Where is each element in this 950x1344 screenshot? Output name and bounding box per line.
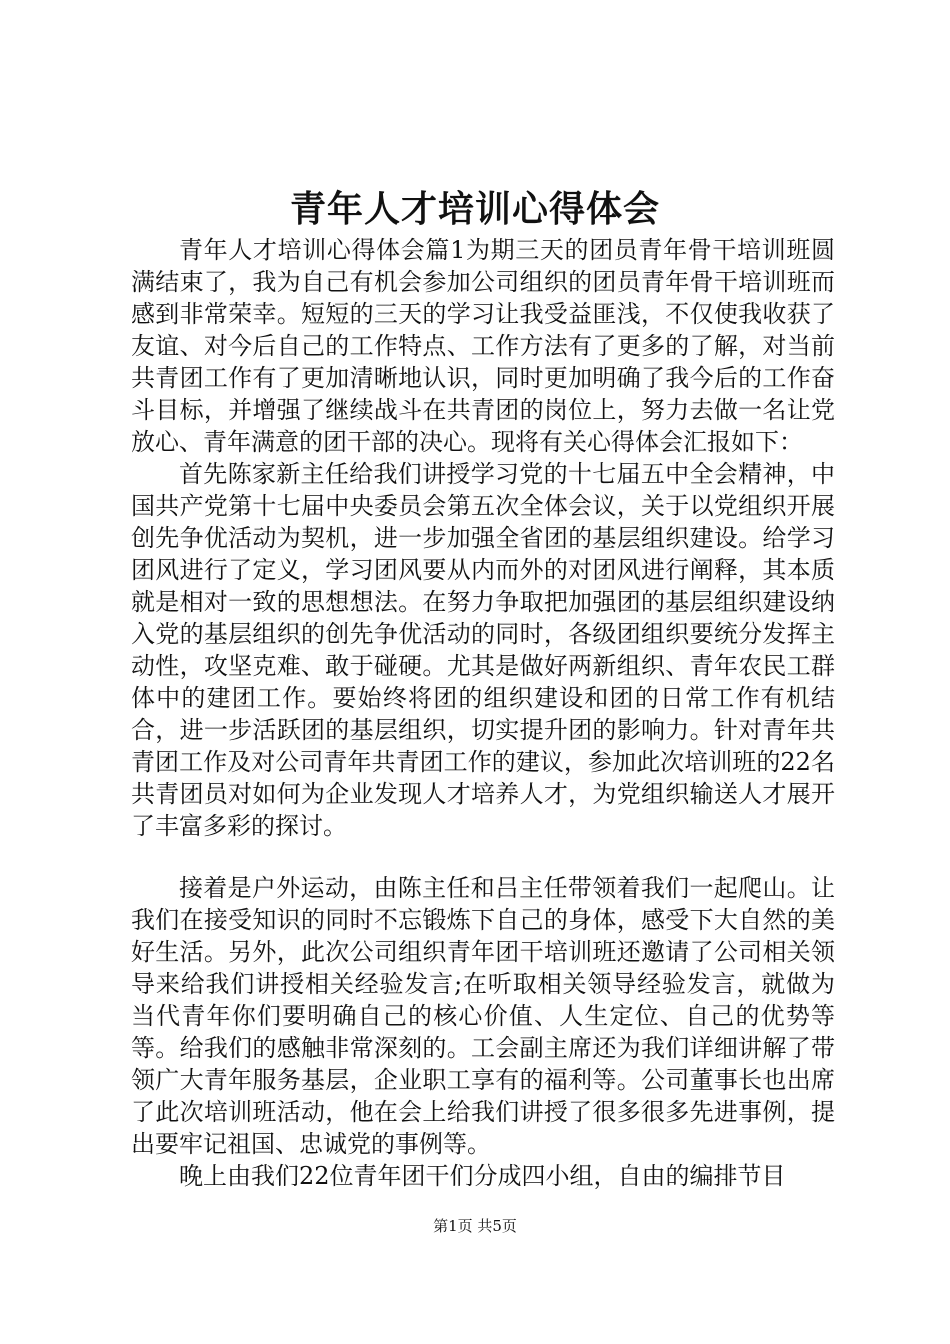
paragraph-lecture: 首先陈家新主任给我们讲授学习党的十七届五中全会精神，中国共产党第十七届中央委员会第五次全体会议，关于以党组织开展创先争优活动为契机，进一步加强全省团的基层组织建设。给学习团风进行了定义，学习团风要从内而外的对团风进行阐释，其本质就是相对一致的思想想法。在努力争取把加强团的基层组织建设纳入党的基层组织的创先争优活动的同时，各级团组织要统分发挥主动性，攻坚克难、敢于碰硬。尤其是做好两新组织、青年农民工群体中的建团工作。要始终将团的组织建设和团的日常工作有机结合，进一步活跃团的基层组织，切实提升团的影响力。针对青年共青团工作及对公司青年共青团工作的建议，参加此次培训班的22名共青团员对如何为企业发现人才培养人才，为党组织输送人才展开了丰富多彩的探讨。 — [131, 460, 835, 840]
document-title: 青年人才培训心得体会 — [289, 188, 660, 230]
paragraph-evening: 晚上由我们22位青年团干们分成四小组，自由的编排节目 — [179, 1162, 786, 1190]
document-body — [131, 234, 835, 1192]
page-number-footer: 第1页 共5页 — [433, 1217, 517, 1235]
paragraph-outdoor: 接着是户外运动，由陈主任和吕主任带领着我们一起爬山。让我们在接受知识的同时不忘锻炼下自己的身体，感受下大自然的美好生活。另外，此次公司组织青年团干培训班还邀请了公司相关领导来给我们讲授相关经验发言;在听取相关领导经验发言，就做为当代青年你们要明确自己的核心价值、人生定位、自己的优势等等。给我们的感触非常深刻的。工会副主席还为我们详细讲解了带领广大青年服务基层，企业职工享有的福利等。公司董事长也出席了此次培训班活动，他在会上给我们讲授了很多很多先进事例，提出要牢记祖国、忠诚党的事例等。 — [131, 874, 835, 1158]
paragraph-intro: 青年人才培训心得体会篇1为期三天的团员青年骨干培训班圆满结束了，我为自己有机会参加公司组织的团员青年骨干培训班而感到非常荣幸。短短的三天的学习让我受益匪浅，不仅使我收获了友谊、对今后自己的工作特点、工作方法有了更多的了解，对当前共青团工作有了更加清晰地认识，同时更加明确了我今后的工作奋斗目标，并增强了继续战斗在共青团的岗位上，努力去做一名让党放心、青年满意的团干部的决心。现将有关心得体会汇报如下： — [131, 236, 835, 456]
